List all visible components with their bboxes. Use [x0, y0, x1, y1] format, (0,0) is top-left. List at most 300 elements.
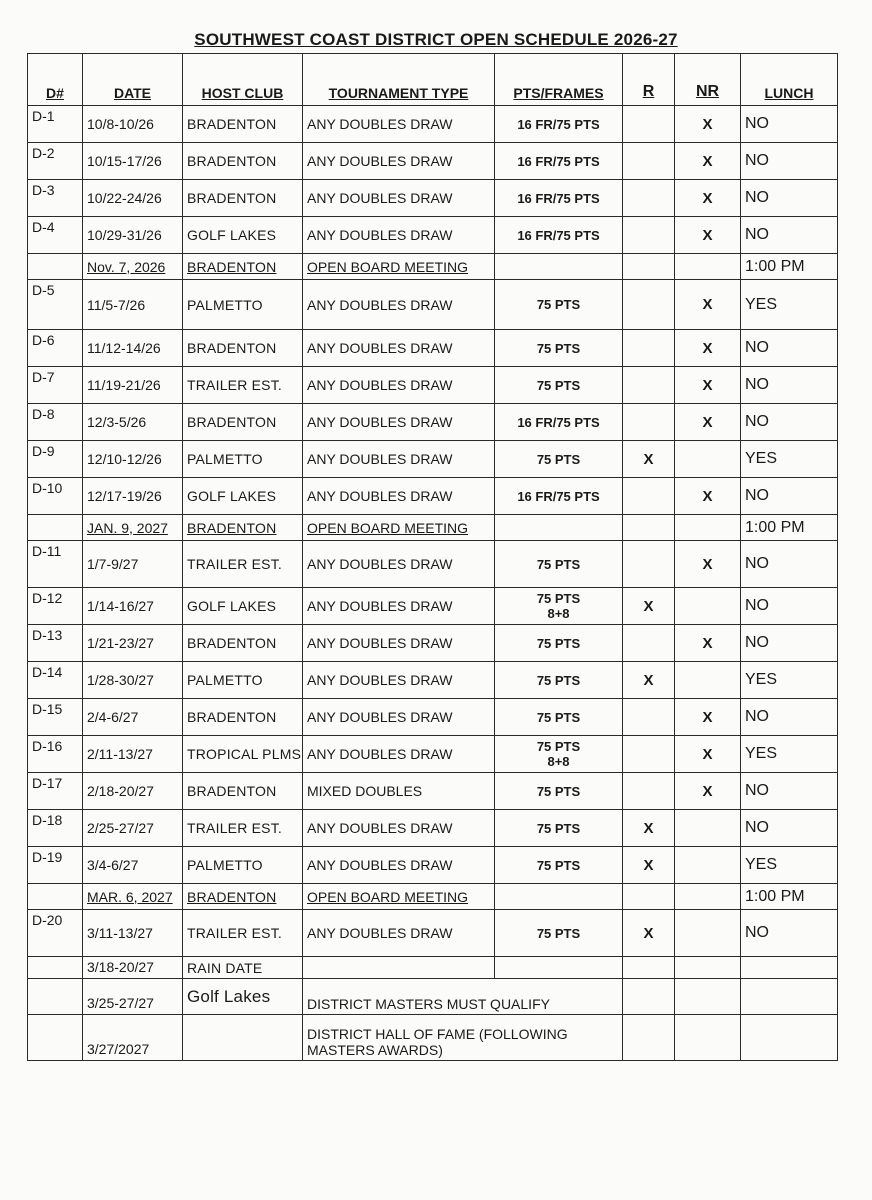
- cell-d-number: [28, 515, 83, 541]
- cell-nr: [675, 588, 741, 625]
- cell-lunch-text: NO: [745, 782, 769, 799]
- cell-pts-frames: [495, 625, 623, 662]
- cell-r: [623, 1015, 675, 1061]
- cell-d-number-text: D-3: [32, 182, 55, 198]
- meeting-row: [28, 884, 838, 910]
- cell-date-text: MAR. 6, 2027: [87, 888, 173, 905]
- cell-date: [83, 180, 183, 217]
- cell-d-number-text: D-12: [32, 590, 63, 606]
- cell-tournament-type-text: ANY DOUBLES DRAW: [307, 377, 453, 393]
- cell-date-text: 11/5-7/26: [87, 296, 146, 313]
- cell-lunch: [741, 106, 838, 143]
- cell-pts-frames: [495, 441, 623, 478]
- cell-pts-frames: [495, 588, 623, 625]
- cell-d-number: [28, 810, 83, 847]
- cell-date: [83, 280, 183, 330]
- cell-tournament-type-text: OPEN BOARD MEETING: [307, 888, 469, 905]
- cell-nr-text: X: [702, 115, 713, 133]
- cell-nr: [675, 404, 741, 441]
- cell-r: [623, 773, 675, 810]
- cell-pts-frames-text: 75 PTS: [536, 925, 581, 941]
- cell-r: [623, 699, 675, 736]
- cell-nr: [675, 441, 741, 478]
- header-host-club: HOST CLUB: [183, 54, 303, 106]
- cell-lunch-text: NO: [745, 152, 769, 169]
- cell-host-club-text: BRADENTON: [187, 258, 277, 275]
- cell-tournament-type: [303, 957, 495, 979]
- header-tournament-type: TOURNAMENT TYPE: [303, 54, 495, 106]
- cell-r-text: X: [643, 671, 654, 689]
- cell-d-number: [28, 773, 83, 810]
- cell-lunch: [741, 662, 838, 699]
- cell-host-club-text: GOLF LAKES: [187, 227, 277, 243]
- cell-tournament-type-text: ANY DOUBLES DRAW: [307, 746, 453, 762]
- cell-host-club: [183, 106, 303, 143]
- cell-date: [83, 367, 183, 404]
- cell-d-number-text: D-13: [32, 627, 63, 643]
- cell-nr-text: X: [702, 634, 713, 652]
- cell-r: [623, 143, 675, 180]
- cell-host-club-text: BRADENTON: [187, 888, 277, 905]
- cell-host-club: [183, 330, 303, 367]
- cell-tournament-type: [303, 404, 495, 441]
- cell-date: [83, 441, 183, 478]
- cell-tournament-type: [303, 910, 495, 957]
- cell-tournament-type-text: ANY DOUBLES DRAW: [307, 153, 453, 169]
- cell-r-text: X: [643, 819, 654, 837]
- cell-tournament-type-text: DISTRICT HALL OF FAME (FOLLOWING MASTERS AWARDS): [307, 1026, 568, 1058]
- cell-date-text: 10/29-31/26: [87, 227, 162, 243]
- cell-nr-text: X: [702, 708, 713, 726]
- cell-lunch: [741, 478, 838, 515]
- cell-nr: [675, 367, 741, 404]
- cell-date: [83, 910, 183, 957]
- cell-host-club: [183, 1015, 303, 1061]
- cell-pts-frames: [495, 515, 623, 541]
- cell-date-text: 2/4-6/27: [87, 709, 139, 725]
- cell-r: [623, 478, 675, 515]
- cell-d-number-text: D-20: [32, 912, 63, 928]
- header-pts-frames: PTS/FRAMES: [495, 54, 623, 106]
- cell-date: [83, 330, 183, 367]
- cell-pts-frames-text: 16 FR/75 PTS: [517, 153, 600, 169]
- cell-nr-text: X: [702, 376, 713, 394]
- cell-d-number: [28, 847, 83, 884]
- cell-nr: [675, 847, 741, 884]
- cell-host-club-text: BRADENTON: [187, 116, 277, 132]
- cell-r-text: X: [643, 856, 654, 874]
- cell-r: [623, 847, 675, 884]
- cell-date-text: 1/21-23/27: [87, 635, 154, 651]
- cell-tournament-type: [303, 367, 495, 404]
- header-date: DATE: [83, 54, 183, 106]
- cell-pts-frames-text: 16 FR/75 PTS: [517, 414, 600, 430]
- cell-pts-frames-text: 75 PTS: [536, 377, 581, 393]
- cell-lunch: [741, 330, 838, 367]
- cell-pts-frames-text: 75 PTS: [536, 451, 581, 467]
- cell-lunch-text: NO: [745, 487, 769, 504]
- cell-host-club-text: BRADENTON: [187, 519, 277, 536]
- cell-d-number-text: D-10: [32, 480, 63, 496]
- cell-nr: [675, 180, 741, 217]
- cell-date: [83, 217, 183, 254]
- cell-tournament-type-text: ANY DOUBLES DRAW: [307, 635, 453, 651]
- table-row: [28, 957, 838, 979]
- page-title: SOUTHWEST COAST DISTRICT OPEN SCHEDULE 2026-27: [194, 30, 678, 49]
- cell-pts-frames: [495, 404, 623, 441]
- cell-nr: [675, 1015, 741, 1061]
- table-row: [28, 699, 838, 736]
- cell-host-club: [183, 957, 303, 979]
- cell-pts-frames: [495, 330, 623, 367]
- cell-date-text: 10/15-17/26: [87, 153, 162, 169]
- cell-nr: [675, 143, 741, 180]
- cell-date: [83, 515, 183, 541]
- cell-d-number-text: D-11: [32, 543, 62, 559]
- cell-lunch: [741, 254, 838, 280]
- cell-date-text: 11/19-21/26: [87, 377, 161, 393]
- cell-pts-frames: [495, 143, 623, 180]
- cell-date: [83, 884, 183, 910]
- cell-nr: [675, 736, 741, 773]
- cell-d-number: [28, 588, 83, 625]
- cell-d-number-text: D-7: [32, 369, 55, 385]
- table-row: [28, 736, 838, 773]
- cell-lunch-text: NO: [745, 634, 769, 651]
- cell-d-number: [28, 404, 83, 441]
- cell-pts-frames: [495, 478, 623, 515]
- cell-lunch-text: NO: [745, 189, 769, 206]
- table-row: [28, 588, 838, 625]
- cell-date: [83, 662, 183, 699]
- cell-nr-text: X: [702, 745, 713, 763]
- cell-d-number: [28, 180, 83, 217]
- cell-nr: [675, 910, 741, 957]
- cell-pts-frames: [495, 367, 623, 404]
- cell-d-number: [28, 625, 83, 662]
- cell-lunch: [741, 884, 838, 910]
- cell-pts-frames: [495, 699, 623, 736]
- cell-lunch: [741, 280, 838, 330]
- cell-r-text: X: [643, 597, 654, 615]
- table-row: [28, 404, 838, 441]
- cell-nr: [675, 515, 741, 541]
- table-row: [28, 367, 838, 404]
- cell-tournament-type-text: ANY DOUBLES DRAW: [307, 598, 453, 614]
- cell-host-club: [183, 441, 303, 478]
- cell-r-text: X: [643, 924, 654, 942]
- cell-nr-text: X: [702, 226, 713, 244]
- cell-d-number-text: D-8: [32, 406, 55, 422]
- cell-date-text: 3/11-13/27: [87, 925, 153, 941]
- cell-nr: [675, 884, 741, 910]
- table-row: [28, 662, 838, 699]
- cell-r: [623, 957, 675, 979]
- table-row: [28, 541, 838, 588]
- cell-tournament-type-text: ANY DOUBLES DRAW: [307, 340, 453, 356]
- cell-nr-text: X: [702, 296, 713, 313]
- cell-nr: [675, 810, 741, 847]
- cell-pts-frames: [495, 280, 623, 330]
- cell-host-club: [183, 588, 303, 625]
- cell-date-text: 3/25-27/27: [87, 995, 154, 1011]
- cell-lunch: [741, 699, 838, 736]
- cell-pts-frames-text: 75 PTS: [536, 635, 581, 651]
- cell-host-club: [183, 280, 303, 330]
- cell-lunch-text: NO: [745, 555, 769, 572]
- cell-d-number: [28, 736, 83, 773]
- cell-host-club: [183, 699, 303, 736]
- cell-pts-frames: [495, 773, 623, 810]
- cell-pts-frames-secondary: 8+8: [547, 754, 570, 769]
- cell-r: [623, 541, 675, 588]
- cell-d-number: [28, 662, 83, 699]
- cell-d-number: [28, 106, 83, 143]
- cell-pts-frames: [495, 106, 623, 143]
- cell-r: [623, 979, 675, 1015]
- cell-host-club: [183, 217, 303, 254]
- cell-tournament-type-text: ANY DOUBLES DRAW: [307, 116, 453, 132]
- cell-date: [83, 847, 183, 884]
- cell-pts-frames-text: 16 FR/75 PTS: [517, 190, 600, 206]
- cell-pts-frames-text: 16 FR/75 PTS: [517, 116, 600, 132]
- cell-d-number-text: D-18: [32, 812, 63, 828]
- cell-r: [623, 588, 675, 625]
- cell-lunch: [741, 979, 838, 1015]
- cell-r: [623, 441, 675, 478]
- cell-host-club-text: TROPICAL PLMS: [187, 746, 302, 762]
- table-row: [28, 773, 838, 810]
- cell-pts-frames-secondary: 8+8: [547, 606, 570, 621]
- cell-r: [623, 515, 675, 541]
- cell-lunch-text: NO: [745, 924, 769, 941]
- cell-tournament-type: [303, 330, 495, 367]
- cell-date: [83, 1015, 183, 1061]
- table-row: [28, 180, 838, 217]
- cell-host-club: [183, 910, 303, 957]
- cell-date-text: 1/7-9/27: [87, 556, 139, 572]
- cell-nr: [675, 662, 741, 699]
- cell-tournament-type-text: MIXED DOUBLES: [307, 783, 423, 799]
- cell-lunch: [741, 773, 838, 810]
- cell-date-text: 12/3-5/26: [87, 414, 147, 430]
- cell-date-text: 3/4-6/27: [87, 857, 139, 873]
- cell-lunch: [741, 367, 838, 404]
- cell-host-club: [183, 810, 303, 847]
- cell-host-club-text: BRADENTON: [187, 783, 277, 799]
- cell-nr: [675, 699, 741, 736]
- cell-tournament-type: [303, 143, 495, 180]
- cell-lunch: [741, 810, 838, 847]
- cell-d-number: [28, 541, 83, 588]
- cell-d-number: [28, 217, 83, 254]
- cell-lunch-text: NO: [745, 115, 769, 132]
- cell-nr-text: X: [702, 487, 713, 505]
- cell-tournament-type: [303, 847, 495, 884]
- cell-d-number: [28, 280, 83, 330]
- cell-r: [623, 404, 675, 441]
- cell-host-club: [183, 773, 303, 810]
- cell-tournament-type-text: ANY DOUBLES DRAW: [307, 709, 453, 725]
- cell-d-number-text: D-16: [32, 738, 63, 754]
- cell-pts-frames: [495, 180, 623, 217]
- cell-r: [623, 254, 675, 280]
- table-row: [28, 217, 838, 254]
- cell-date: [83, 588, 183, 625]
- cell-date-text: 2/25-27/27: [87, 820, 154, 836]
- cell-r: [623, 910, 675, 957]
- cell-lunch: [741, 910, 838, 957]
- cell-d-number: [28, 910, 83, 957]
- cell-d-number: [28, 143, 83, 180]
- cell-r: [623, 180, 675, 217]
- cell-d-number: [28, 979, 83, 1015]
- cell-d-number-text: D-1: [32, 108, 55, 124]
- meeting-row: [28, 254, 838, 280]
- cell-tournament-type-text: ANY DOUBLES DRAW: [307, 488, 453, 504]
- cell-lunch-text: NO: [745, 226, 769, 243]
- cell-pts-frames: [495, 254, 623, 280]
- cell-lunch: [741, 441, 838, 478]
- cell-host-club: [183, 847, 303, 884]
- cell-lunch-text: YES: [745, 450, 778, 467]
- cell-r: [623, 625, 675, 662]
- cell-date-text: 3/27/2027: [87, 1041, 150, 1057]
- cell-nr: [675, 217, 741, 254]
- cell-tournament-type-text: ANY DOUBLES DRAW: [307, 190, 453, 206]
- cell-r: [623, 736, 675, 773]
- cell-host-club: [183, 478, 303, 515]
- cell-d-number-text: D-15: [32, 701, 63, 717]
- cell-host-club: [183, 254, 303, 280]
- cell-tournament-type: [303, 736, 495, 773]
- cell-nr-text: X: [702, 339, 713, 357]
- cell-host-club-text: TRAILER EST.: [187, 556, 282, 572]
- cell-tournament-type: [303, 217, 495, 254]
- cell-lunch: [741, 217, 838, 254]
- cell-nr: [675, 625, 741, 662]
- cell-host-club-text: BRADENTON: [187, 635, 277, 651]
- cell-d-number: [28, 478, 83, 515]
- cell-date-text: 12/17-19/26: [87, 488, 162, 504]
- cell-nr-text: X: [702, 782, 713, 800]
- cell-nr-text: X: [702, 413, 713, 431]
- cell-host-club-text: GOLF LAKES: [187, 488, 277, 504]
- cell-tournament-type: [303, 773, 495, 810]
- cell-date-text: 11/12-14/26: [87, 340, 161, 356]
- cell-host-club: [183, 404, 303, 441]
- cell-lunch-text: 1:00 PM: [745, 887, 805, 905]
- cell-lunch: [741, 180, 838, 217]
- cell-lunch-text: NO: [745, 708, 769, 725]
- cell-tournament-type-text: ANY DOUBLES DRAW: [307, 414, 453, 430]
- table-row: [28, 143, 838, 180]
- cell-tournament-type-text: OPEN BOARD MEETING: [307, 258, 469, 275]
- cell-tournament-type: [303, 280, 495, 330]
- cell-host-club-text: GOLF LAKES: [187, 598, 277, 614]
- cell-nr: [675, 979, 741, 1015]
- cell-d-number: [28, 1015, 83, 1061]
- cell-lunch: [741, 541, 838, 588]
- cell-pts-frames: [495, 736, 623, 773]
- cell-pts-frames: [495, 662, 623, 699]
- cell-tournament-type-text: OPEN BOARD MEETING: [307, 519, 469, 536]
- cell-pts-frames-text: 75 PTS: [536, 556, 581, 572]
- cell-tournament-type-text: DISTRICT MASTERS MUST QUALIFY: [307, 996, 550, 1012]
- cell-nr: [675, 106, 741, 143]
- cell-d-number-text: D-17: [32, 775, 63, 791]
- cell-lunch-text: NO: [745, 339, 769, 356]
- cell-tournament-type: [303, 106, 495, 143]
- cell-r: [623, 810, 675, 847]
- table-row: [28, 1015, 838, 1061]
- cell-d-number: [28, 367, 83, 404]
- cell-d-number: [28, 699, 83, 736]
- cell-tournament-type: [303, 180, 495, 217]
- cell-tournament-type-text: ANY DOUBLES DRAW: [307, 296, 453, 313]
- cell-tournament-type-text: ANY DOUBLES DRAW: [307, 227, 453, 243]
- cell-pts-frames-text: 75 PTS: [536, 783, 581, 799]
- table-row: [28, 910, 838, 957]
- cell-lunch: [741, 404, 838, 441]
- cell-d-number-text: D-9: [32, 443, 55, 459]
- table-row: [28, 847, 838, 884]
- cell-lunch: [741, 847, 838, 884]
- cell-tournament-type: [303, 1015, 623, 1061]
- table-row: [28, 106, 838, 143]
- cell-date: [83, 957, 183, 979]
- cell-date: [83, 699, 183, 736]
- cell-pts-frames: [495, 910, 623, 957]
- cell-pts-frames: [495, 847, 623, 884]
- cell-lunch: [741, 143, 838, 180]
- cell-nr: [675, 254, 741, 280]
- cell-tournament-type: [303, 979, 623, 1015]
- cell-d-number: [28, 330, 83, 367]
- cell-nr-text: X: [702, 152, 713, 170]
- cell-d-number: [28, 884, 83, 910]
- cell-tournament-type: [303, 625, 495, 662]
- schedule-table-wrapper: [27, 53, 837, 1061]
- cell-pts-frames: [495, 810, 623, 847]
- cell-nr: [675, 541, 741, 588]
- cell-r: [623, 367, 675, 404]
- cell-lunch-text: 1:00 PM: [745, 257, 805, 275]
- cell-pts-frames-text: 75 PTS: [536, 739, 581, 754]
- cell-lunch: [741, 736, 838, 773]
- cell-date: [83, 773, 183, 810]
- cell-r: [623, 662, 675, 699]
- cell-host-club-text: BRADENTON: [187, 190, 277, 206]
- cell-date-text: 1/14-16/27: [87, 598, 154, 614]
- header-nr: NR: [675, 54, 741, 106]
- cell-host-club-text: PALMETTO: [187, 296, 263, 313]
- meeting-row: [28, 515, 838, 541]
- cell-r: [623, 330, 675, 367]
- cell-pts-frames: [495, 217, 623, 254]
- cell-host-club: [183, 541, 303, 588]
- cell-pts-frames-text: 75 PTS: [536, 820, 581, 836]
- table-row: [28, 330, 838, 367]
- cell-d-number-text: D-6: [32, 332, 55, 348]
- cell-lunch-text: YES: [745, 671, 778, 688]
- cell-pts-frames-text: 75 PTS: [536, 857, 581, 873]
- cell-pts-frames-text: 16 FR/75 PTS: [517, 488, 600, 504]
- cell-date: [83, 736, 183, 773]
- cell-host-club: [183, 884, 303, 910]
- cell-host-club: [183, 979, 303, 1015]
- cell-host-club: [183, 180, 303, 217]
